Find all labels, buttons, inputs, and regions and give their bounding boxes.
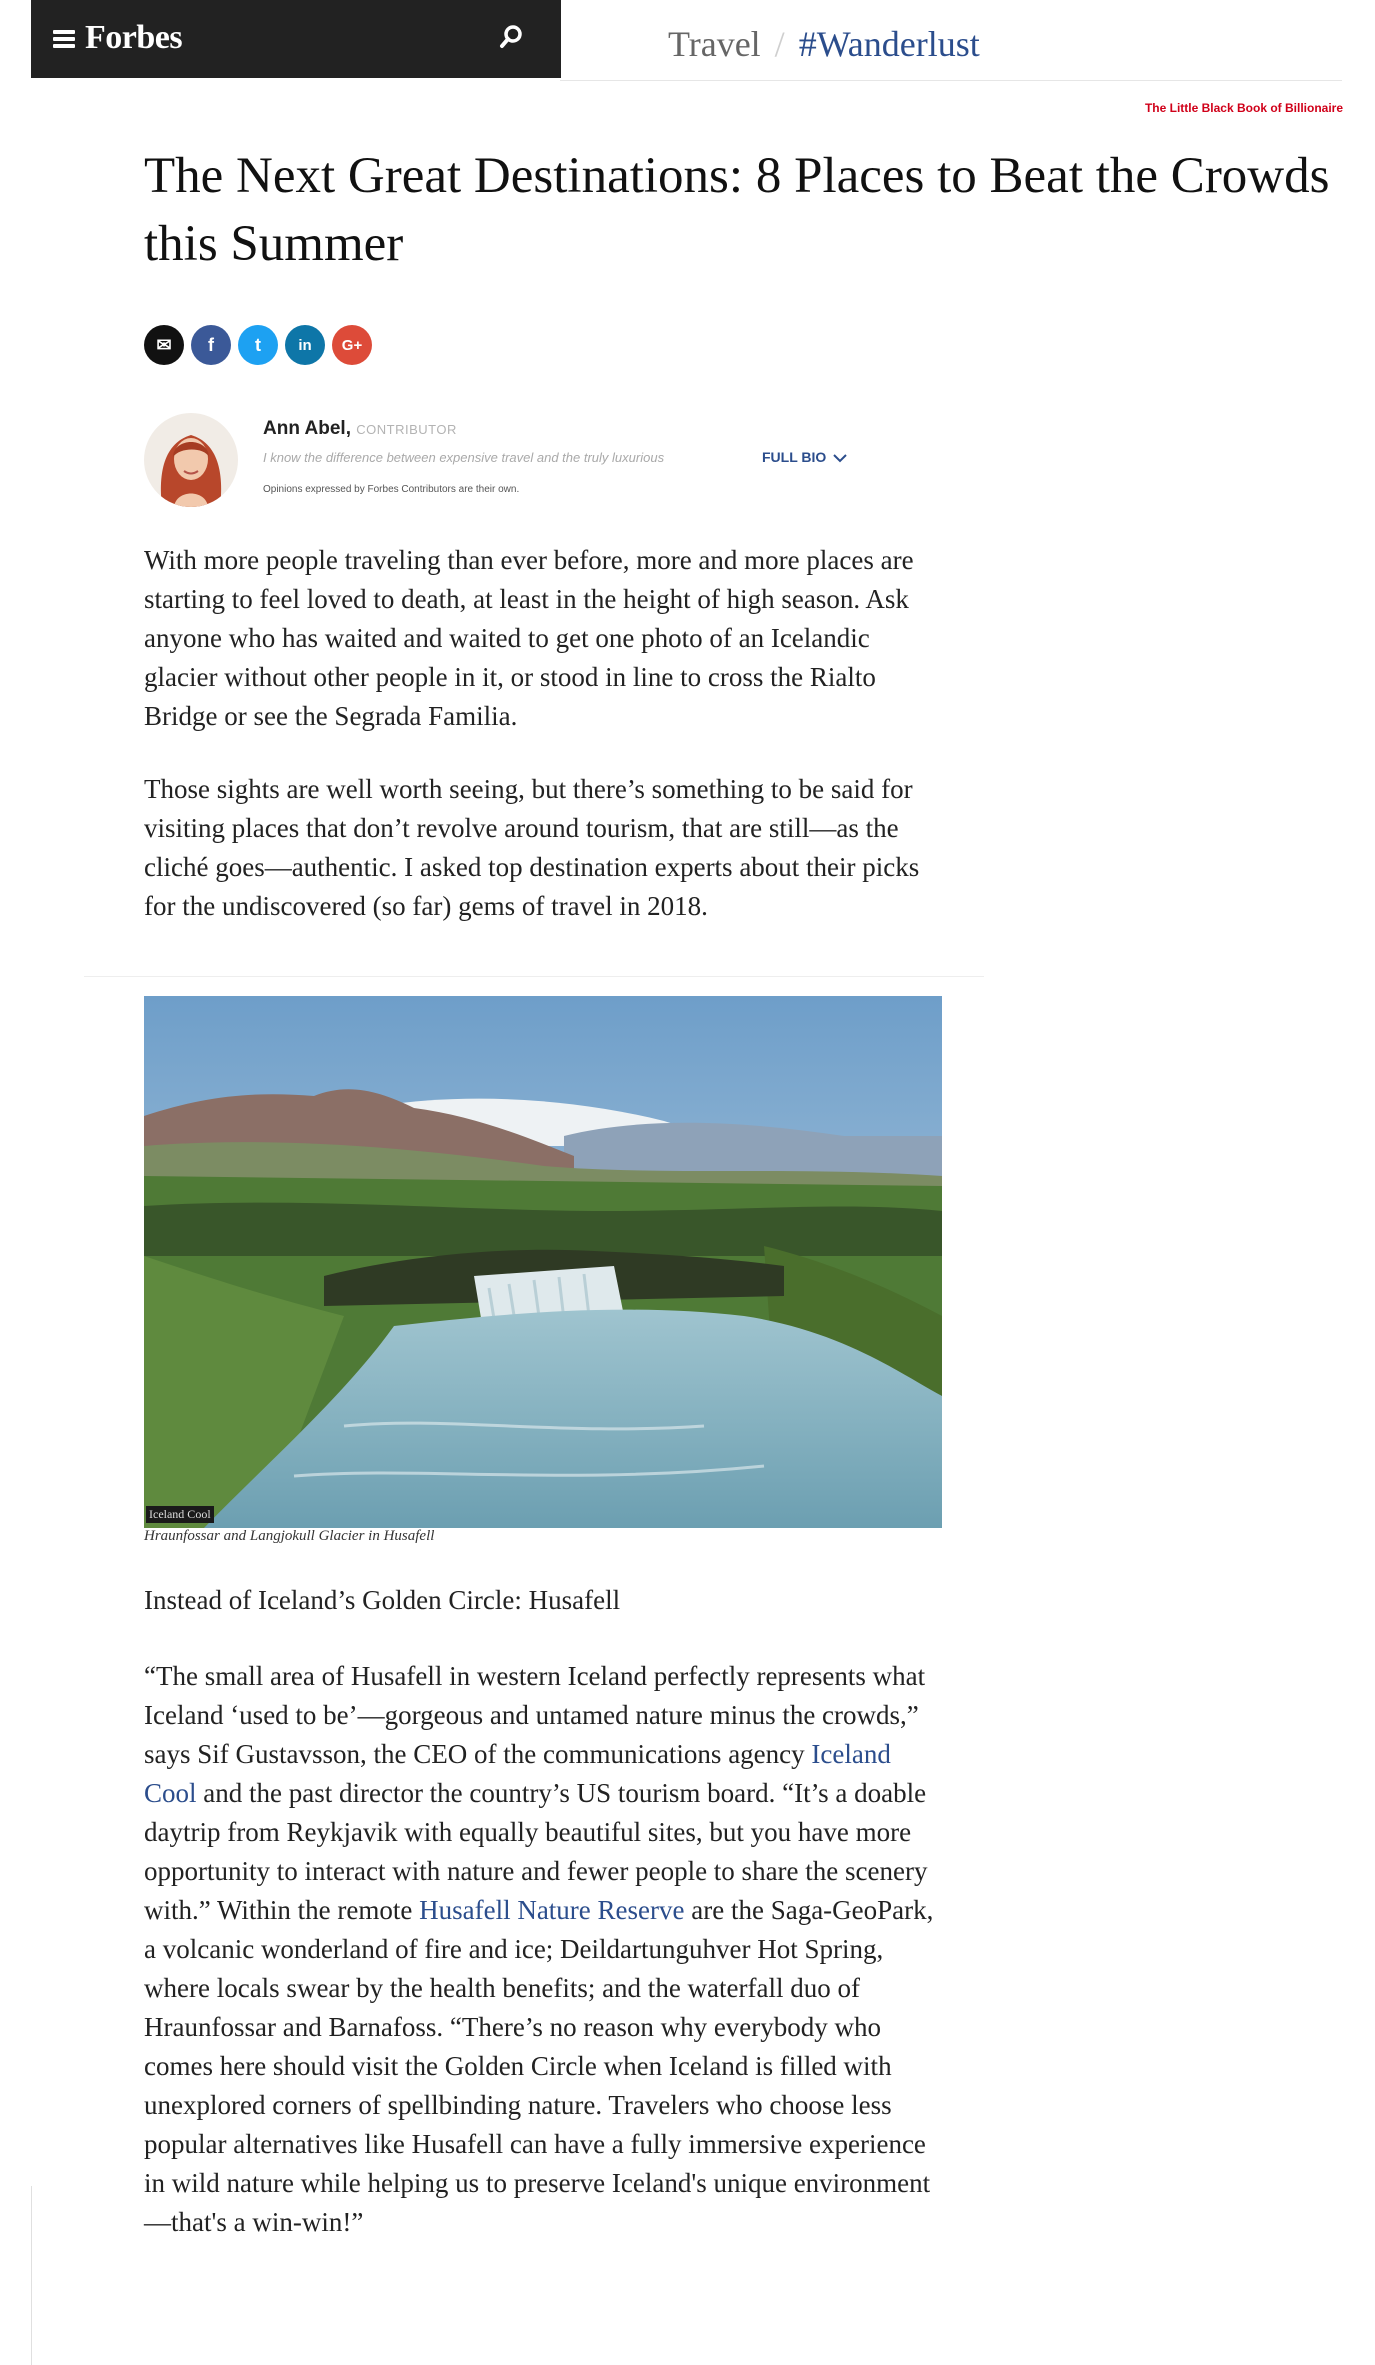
author-tagline: I know the difference between expensive travel and the truly luxurious — [263, 450, 665, 465]
section-link-travel[interactable]: Travel — [668, 24, 761, 64]
author-role: CONTRIBUTOR — [356, 422, 457, 437]
paragraph-text: and the past director the country’s US tourism board. “It’s a doable daytrip from Reykjavik with equally beautiful sites, but you have more opportunity to interact with nature and fewer people to share the scenery with.” Within the remote — [144, 1778, 928, 1925]
paragraph-text: are the Saga-GeoPark, a volcanic wonderland of fire and ice; Deildartunguhver Hot Spring, where locals swear by the health benefits; and the waterfall duo of Hraunfossar and Barnafoss. “There’s no reason why everybody who comes here should visit the Golden Circle when Iceland is filled with unexplored corners of spellbinding nature. Travelers who choose less popular alternatives like Husafell can have a fully immersive experience in wild nature while helping us to preserve Iceland's unique environment—that's a win-win!” — [144, 1895, 934, 2237]
hamburger-icon — [53, 30, 75, 47]
husafell-nature-reserve-link[interactable]: Husafell Nature Reserve — [419, 1895, 685, 1925]
author-disclaimer: Opinions expressed by Forbes Contributors are their own. — [263, 484, 520, 495]
promo-link[interactable]: The Little Black Book of Billionaire — [1144, 101, 1343, 115]
menu-button[interactable] — [53, 18, 182, 58]
iceland-cool-link[interactable]: Iceland Cool — [144, 1739, 891, 1808]
email-share-button[interactable] — [144, 325, 184, 365]
section-subhead: Instead of Iceland’s Golden Circle: Husafell — [144, 1585, 621, 1615]
full-bio-label: FULL BIO — [762, 449, 827, 465]
header-divider — [560, 80, 1342, 81]
content-divider — [84, 976, 984, 977]
intro-paragraph: With more people traveling than ever before, more and more places are starting to feel loved to death, at least in the height of high season. Ask anyone who has waited and waited to get one photo of an Icelandic glacier without other people in it, or stood in line to cross the Rialto Bridge or see the Segrada Familia. — [144, 545, 914, 731]
author-name[interactable] — [263, 418, 457, 440]
google-plus-share-button[interactable] — [332, 325, 372, 365]
facebook-share-button[interactable] — [191, 325, 231, 365]
image-caption: Hraunfossar and Langjokull Glacier in Husafell — [144, 1528, 435, 1544]
breadcrumb — [668, 26, 980, 62]
chevron-down-icon — [833, 453, 847, 463]
channel-link-wanderlust[interactable]: #Wanderlust — [798, 24, 980, 64]
share-bar — [144, 325, 372, 365]
photo-credit: Iceland Cool — [146, 1506, 214, 1523]
twitter-share-button[interactable] — [238, 325, 278, 365]
breadcrumb-separator: / — [774, 24, 785, 64]
author-name-text[interactable]: Ann Abel — [263, 418, 346, 439]
article-hero-image[interactable] — [144, 996, 942, 1528]
search-icon[interactable] — [493, 20, 529, 56]
author-name-comma: , — [345, 418, 357, 439]
paragraph-text: “The small area of Husafell in western Iceland perfectly represents what Iceland ‘used to be’—gorgeous and untamed nature minus the crowds,” says Sif Gustavsson, the CEO of the communications agency — [144, 1661, 926, 1769]
linkedin-share-button[interactable] — [285, 325, 325, 365]
full-bio-button[interactable] — [762, 449, 847, 465]
second-paragraph: Those sights are well worth seeing, but there’s something to be said for visiting places that don’t revolve around tourism, that are still—as the cliché goes—authentic. I asked top destination experts about their picks for the undiscovered (so far) gems of travel in 2018. — [144, 774, 920, 921]
gutter-divider — [31, 2186, 32, 2365]
linkedin-icon: in — [298, 336, 312, 354]
top-nav-bar — [31, 0, 561, 78]
page-title: The Next Great Destinations: 8 Places to Beat the Crowds this Summer — [144, 148, 1330, 272]
author-avatar[interactable] — [144, 413, 238, 507]
facebook-icon: f — [208, 334, 214, 355]
husafell-paragraph — [144, 1657, 944, 2242]
forbes-logo[interactable]: Forbes — [85, 19, 183, 56]
twitter-icon: t — [255, 334, 261, 355]
google-plus-icon: G+ — [341, 336, 363, 354]
email-icon: ✉ — [156, 334, 172, 355]
